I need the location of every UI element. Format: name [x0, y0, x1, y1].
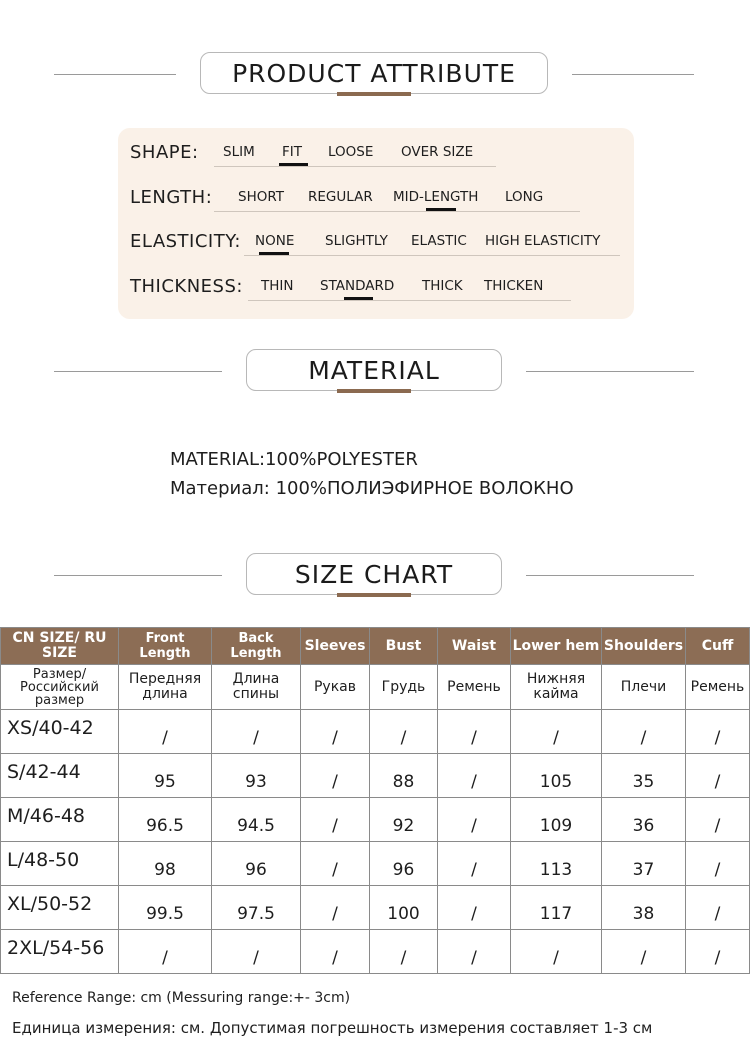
measurement-cell: / [438, 710, 511, 754]
measurement-cell: / [212, 710, 301, 754]
material-header [0, 349, 750, 395]
measurement-cell: / [301, 886, 370, 930]
section-title-material: MATERIAL [246, 349, 502, 391]
measurement-cell: / [686, 754, 750, 798]
measurement-cell: 105 [511, 754, 602, 798]
measurement-cell: / [686, 710, 750, 754]
measurement-cell: / [602, 930, 686, 974]
attribute-option-selected: FIT [282, 144, 302, 160]
measurement-cell: 97.5 [212, 886, 301, 930]
attribute-panel [118, 128, 634, 319]
table-row [1, 842, 750, 886]
measurement-cell: 99.5 [119, 886, 212, 930]
header-cell: Front Length [119, 628, 212, 665]
measurement-cell: / [301, 754, 370, 798]
measurement-cell: / [370, 710, 438, 754]
measurement-cell: 100 [370, 886, 438, 930]
measurement-cell: 117 [511, 886, 602, 930]
title-underline [337, 92, 411, 96]
header-cell: Shoulders [602, 628, 686, 665]
header-cell: Плечи [602, 665, 686, 710]
material-russian: Материал: 100%ПОЛИЭФИРНОЕ ВОЛОКНО [170, 478, 574, 499]
attribute-option-selected: STANDARD [320, 278, 395, 294]
measurement-cell: 113 [511, 842, 602, 886]
attribute-row-thickness [118, 274, 634, 304]
header-cell: Ремень [438, 665, 511, 710]
measurement-cell: / [119, 930, 212, 974]
attribute-option: LONG [505, 189, 544, 205]
measurement-cell: / [438, 842, 511, 886]
header-cell: Bust [370, 628, 438, 665]
attribute-option: ELASTIC [411, 233, 467, 249]
measurement-cell: / [686, 842, 750, 886]
measurement-cell: / [686, 930, 750, 974]
attribute-option: THICK [422, 278, 463, 294]
attribute-option: SHORT [238, 189, 284, 205]
measurement-cell: 96 [212, 842, 301, 886]
size-cell: XL/50-52 [1, 886, 119, 930]
section-title-attribute: PRODUCT ATTRIBUTE [200, 52, 548, 94]
product-attribute-header [0, 52, 750, 98]
measurement-cell: 35 [602, 754, 686, 798]
size-cell: S/42-44 [1, 754, 119, 798]
measurement-cell: / [511, 930, 602, 974]
header-cell: Lower hem [511, 628, 602, 665]
header-cell: Waist [438, 628, 511, 665]
divider-right [526, 371, 694, 372]
measurement-cell: / [602, 710, 686, 754]
size-cell: XS/40-42 [1, 710, 119, 754]
divider-left [54, 371, 222, 372]
measurement-cell: / [301, 930, 370, 974]
measurement-cell: / [301, 798, 370, 842]
measurement-cell: 96 [370, 842, 438, 886]
measurement-cell: / [438, 798, 511, 842]
attribute-row-length [118, 185, 634, 215]
measurement-cell: / [119, 710, 212, 754]
reference-range-note: Reference Range: cm (Messuring range:+- 3cm) [12, 990, 351, 1006]
attribute-option: HIGH ELASTICITY [485, 233, 601, 249]
header-cell: Back Length [212, 628, 301, 665]
measurement-cell: 92 [370, 798, 438, 842]
attribute-label: THICKNESS: [130, 276, 243, 297]
divider-right [526, 575, 694, 576]
measurement-cell: 98 [119, 842, 212, 886]
header-cell: Рукав [301, 665, 370, 710]
table-header-row-ru [1, 665, 750, 710]
table-row [1, 798, 750, 842]
header-cell: Sleeves [301, 628, 370, 665]
measurement-cell: 109 [511, 798, 602, 842]
header-cell: Размер/ Российский размер [1, 665, 119, 710]
table-header-row-en [1, 628, 750, 665]
attribute-option: THIN [261, 278, 294, 294]
header-cell: Cuff [686, 628, 750, 665]
measurement-note-russian: Единица измерения: см. Допустимая погрешность измерения составляет 1-3 см [12, 1019, 653, 1037]
attribute-label: ELASTICITY: [130, 231, 241, 252]
attribute-option-selected: MID-LENGTH [393, 189, 479, 205]
title-underline [337, 389, 411, 393]
attribute-option: THICKEN [484, 278, 544, 294]
header-cell: Длина спины [212, 665, 301, 710]
measurement-cell: 94.5 [212, 798, 301, 842]
header-cell: CN SIZE/ RU SIZE [1, 628, 119, 665]
table-row [1, 930, 750, 974]
measurement-cell: / [301, 710, 370, 754]
measurement-cell: / [301, 842, 370, 886]
table-row [1, 754, 750, 798]
divider-right [572, 74, 694, 75]
size-cell: 2XL/54-56 [1, 930, 119, 974]
size-chart-header [0, 553, 750, 599]
table-row [1, 710, 750, 754]
attribute-option: REGULAR [308, 189, 373, 205]
measurement-cell: / [438, 930, 511, 974]
header-cell: Передняя длина [119, 665, 212, 710]
measurement-cell: 38 [602, 886, 686, 930]
measurement-cell: 93 [212, 754, 301, 798]
attribute-label: LENGTH: [130, 187, 213, 208]
measurement-cell: 96.5 [119, 798, 212, 842]
measurement-cell: 37 [602, 842, 686, 886]
divider-left [54, 74, 176, 75]
attribute-label: SHAPE: [130, 142, 199, 163]
attribute-row-elasticity [118, 229, 634, 259]
measurement-cell: / [438, 754, 511, 798]
selected-marker [279, 163, 308, 166]
header-cell: Грудь [370, 665, 438, 710]
table-body [1, 710, 750, 974]
title-underline [337, 593, 411, 597]
attribute-option-selected: NONE [255, 233, 295, 249]
attribute-row-shape [118, 140, 634, 170]
table-row [1, 886, 750, 930]
measurement-cell: / [511, 710, 602, 754]
selected-marker [426, 208, 456, 211]
header-cell: Ремень [686, 665, 750, 710]
size-cell: M/46-48 [1, 798, 119, 842]
attribute-option: SLIM [223, 144, 255, 160]
size-cell: L/48-50 [1, 842, 119, 886]
selected-marker [259, 252, 289, 255]
measurement-cell: / [212, 930, 301, 974]
measurement-cell: / [438, 886, 511, 930]
size-table [0, 627, 750, 974]
measurement-cell: 88 [370, 754, 438, 798]
selected-marker [344, 297, 373, 300]
attribute-option: LOOSE [328, 144, 374, 160]
measurement-cell: / [686, 798, 750, 842]
measurement-cell: / [370, 930, 438, 974]
measurement-cell: 36 [602, 798, 686, 842]
material-english: MATERIAL:100%POLYESTER [170, 449, 418, 470]
attribute-option: SLIGHTLY [325, 233, 388, 249]
divider-left [54, 575, 222, 576]
measurement-cell: / [686, 886, 750, 930]
attribute-option: OVER SIZE [401, 144, 474, 160]
header-cell: Нижняя кайма [511, 665, 602, 710]
section-title-size-chart: SIZE CHART [246, 553, 502, 595]
measurement-cell: 95 [119, 754, 212, 798]
